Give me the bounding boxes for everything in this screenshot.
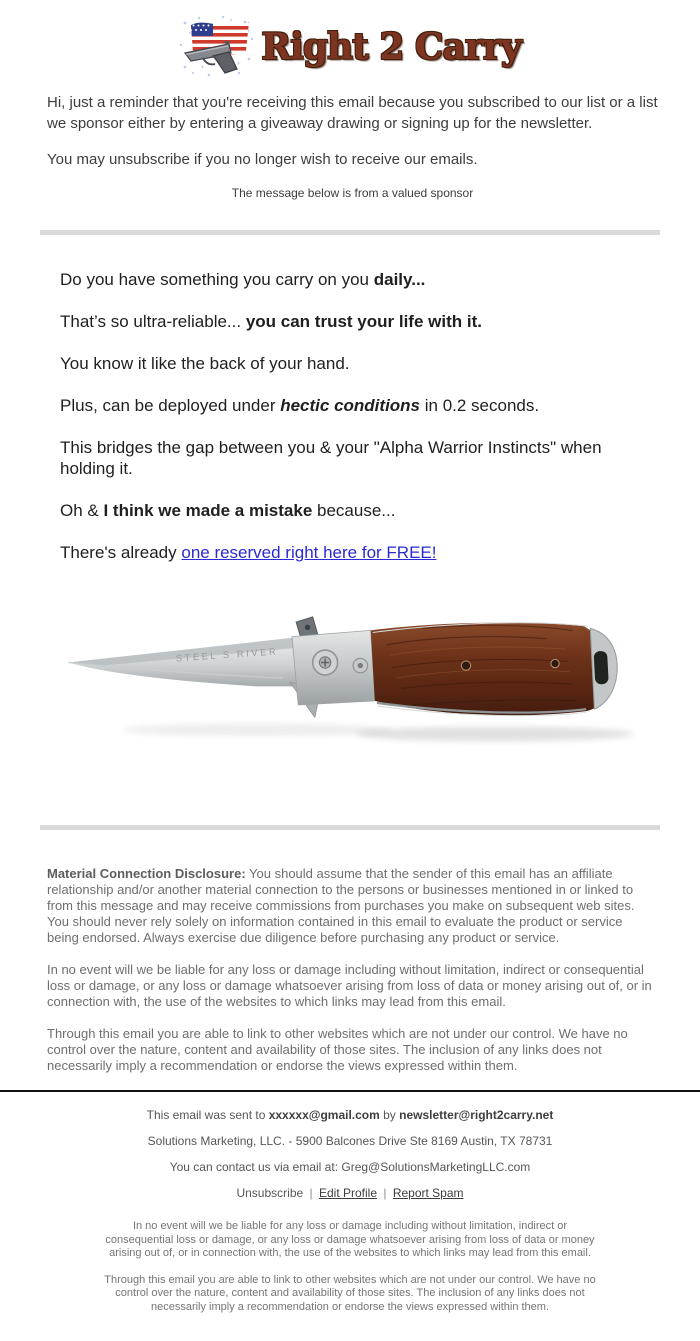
sponsor-paragraph-1 <box>60 269 652 290</box>
disclosure-section <box>0 830 700 1074</box>
report-spam-link[interactable]: Report Spam <box>392 1186 464 1200</box>
text-run: Oh & <box>60 501 104 520</box>
sponsor-paragraph-3: You know it like the back of your hand. <box>60 354 350 373</box>
text-run: by <box>379 1108 400 1122</box>
header <box>0 12 700 82</box>
liability-paragraph: In no event will we be liable for any loss or damage including without limitation, indirect or consequential loss or damage, or any loss or damage whatsoever arising from loss of data or money arising out of, or in connection with, the use of the websites to which links may lead from this email. <box>47 962 652 1009</box>
footer-legal-1: In no event will we be liable for any loss or damage including without limitation, indirect or consequential loss or damage, or any loss or damage whatsoever arising from loss of data or money arising out of, or in connection with, the use of the websites to which links may lead from this email. <box>105 1220 595 1259</box>
text-run: This email was sent to <box>146 1108 269 1122</box>
sponsor-note: The message below is from a valued sponsor <box>231 186 474 200</box>
bold-run: daily <box>373 270 412 289</box>
text-run: You should assume that the sender of this email has an affiliate relationship and/or another material connection to the persons or businesses mentioned in or linked to from this message and may receive commissions from purchases you make on subsequent web sites. You should never rely solely on information contained in this email to evaluate the product or service being endorsed. Always exercise due diligence before purchasing any product or service. <box>47 866 635 945</box>
contact-email: Greg@SolutionsMarketingLLC.com <box>341 1160 531 1174</box>
sponsor-paragraph-2 <box>60 311 652 332</box>
separator: | <box>383 1186 387 1200</box>
links-control-paragraph: Through this email you are able to link to other websites which are not under our control. We have no control over the nature, content and availability of those sites. The inclusion of any links does not necessarily imply a recommendation or endorse the views expressed within them. <box>47 1026 628 1073</box>
knife-product-image[interactable] <box>60 584 640 799</box>
footer <box>0 1092 700 1341</box>
sponsor-content <box>0 235 700 563</box>
intro-section <box>0 82 700 204</box>
separator: | <box>309 1186 313 1200</box>
brand-title: Right 2 Carry <box>261 26 521 68</box>
blade-etching-text: STEEL S RIVER <box>175 646 279 664</box>
text-run: Do you have something you carry on you <box>60 270 374 289</box>
disclosure-heading: Material Connection Disclosure: <box>47 866 246 881</box>
unsubscribe-link[interactable]: Unsubscribe <box>236 1186 304 1200</box>
text-run: in 0.2 seconds. <box>420 396 540 415</box>
edit-profile-link[interactable]: Edit Profile <box>318 1186 378 1200</box>
sent-to-line <box>0 1108 700 1122</box>
footer-legal-2: Through this email you are able to link to other websites which are not under our control. We have no control over the nature, content and availability of those sites. The inclusion of any links does not necessarily imply a recommendation or endorse the views expressed within them. <box>104 1273 596 1313</box>
text-run: You can contact us via email at: <box>169 1160 342 1174</box>
intro-paragraph: Hi, just a reminder that you're receiving this email because you subscribed to our list or a list we sponsor either by entering a giveaway drawing or signing up for the newsletter. <box>47 94 658 132</box>
italic-run: hectic conditions <box>280 396 421 415</box>
contact-line <box>0 1160 700 1174</box>
flag-gun-logo-icon <box>179 15 255 79</box>
sponsor-paragraph-5: This bridges the gap between you & your "Alpha Warrior Instincts" when holding it. <box>60 438 602 478</box>
bold-run: ... <box>411 270 426 289</box>
sponsor-paragraph-4 <box>60 395 652 416</box>
footer-links <box>0 1186 700 1200</box>
free-reserved-link[interactable]: one reserved right here for FREE! <box>181 543 437 562</box>
text-run: There's already <box>60 543 182 562</box>
company-address: Solutions Marketing, LLC. - 5900 Balcones Drive Ste 8169 Austin, TX 78731 <box>147 1134 553 1148</box>
bold-run: you can trust your life with it. <box>245 312 482 331</box>
text-run: That’s so ultra-reliable... <box>60 312 246 331</box>
sponsor-paragraph-7 <box>60 542 652 563</box>
sender-email: newsletter@right2carry.net <box>399 1108 554 1122</box>
bold-run: I think we made a mistake <box>103 501 313 520</box>
material-disclosure-paragraph <box>47 866 655 946</box>
recipient-email: xxxxxx@gmail.com <box>268 1108 380 1122</box>
text-run: because... <box>312 501 396 520</box>
unsubscribe-note: You may unsubscribe if you no longer wish to receive our emails. <box>47 151 478 168</box>
sponsor-paragraph-6 <box>60 500 652 521</box>
text-run: Plus, can be deployed under <box>60 396 281 415</box>
